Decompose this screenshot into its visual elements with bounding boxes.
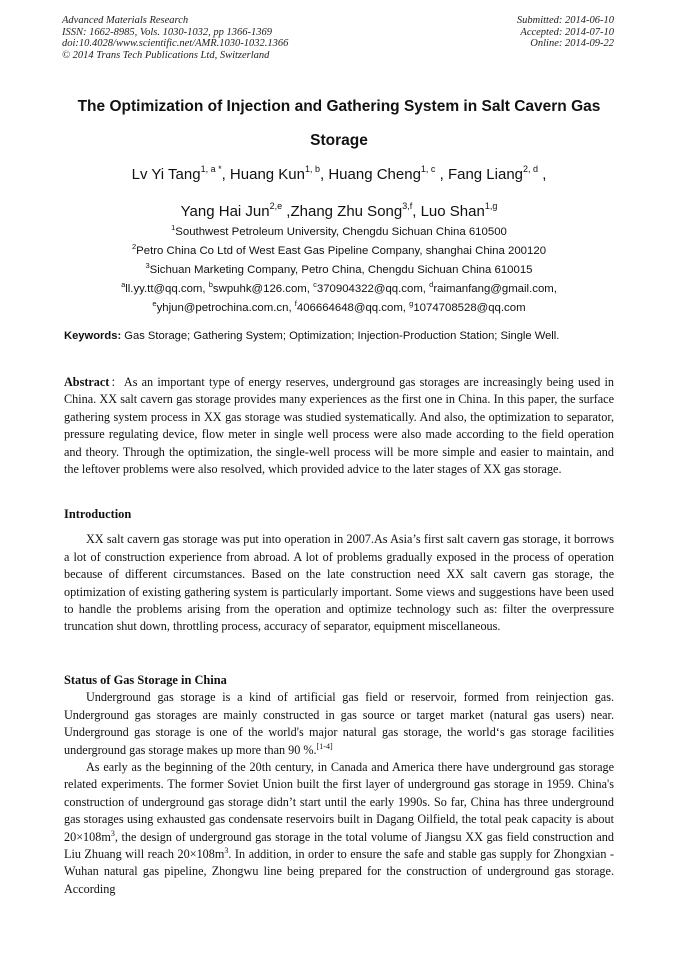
superscript: 3	[110, 828, 115, 838]
title-line-1: The Optimization of Injection and Gathering System in Salt Cavern Gas	[77, 98, 601, 115]
affiliation-text: Southwest Petroleum University, Chengdu Sichuan China 610500	[175, 226, 507, 238]
affiliation	[20, 223, 658, 242]
paragraph-text: . In addition, in order to ensure the safe and stable gas supply for Zhongxian - Wuhan natural gas pipeline, Zhongwu line being prepared for the construction of underground gas storage. According	[64, 847, 614, 896]
journal-header	[62, 15, 288, 61]
affiliation-sup: 3	[145, 261, 150, 270]
paper-title	[40, 90, 638, 158]
email-address[interactable]: 406664648@qq.com,	[296, 302, 410, 314]
author-sup: 2,e	[269, 201, 283, 211]
email-line-1	[20, 280, 658, 299]
abstract	[64, 374, 614, 478]
author-name: Huang Kun	[229, 166, 305, 183]
paragraph	[64, 759, 614, 898]
author-sup: 2, d	[523, 164, 539, 174]
affiliation-text: Sichuan Marketing Company, Petro China, Chengdu Sichuan China 610015	[149, 264, 533, 276]
email-line-2	[20, 299, 658, 318]
author-name: Lv Yi Tang	[131, 166, 201, 183]
author-separator: ,	[221, 166, 230, 183]
email-sup: g	[409, 299, 414, 308]
copyright-line: © 2014 Trans Tech Publications Ltd, Switzerland	[62, 49, 270, 61]
dates-header	[517, 15, 614, 50]
email-address[interactable]: yhjun@petrochina.com.cn,	[156, 302, 295, 314]
superscript: 3	[224, 846, 229, 856]
paragraph-text: , the design of underground gas storage in the total volume of Jiangsu XX gas field construction and Liu Zhuang will reach 20×108m	[64, 829, 614, 862]
author-name: Luo Shan	[420, 203, 485, 220]
paragraph-text: As early as the beginning of the 20th century, in Canada and America there have underground gas storage related experiments. The former Soviet Union built the first layer of underground gas storage in 1959. China's construction of underground gas storage didn’t start until the early 1990s. So far, China has three underground gas storages using exhausted gas condensate reservoirs built in Dagang Oilfield, the total peak capacity is about 20×108m	[64, 760, 614, 844]
keywords	[64, 329, 614, 343]
keywords-text: Gas Storage; Gathering System; Optimization; Injection-Production Station; Single Well.	[121, 330, 560, 342]
author-separator: ,	[435, 166, 448, 183]
author-name: Zhang Zhu Song	[290, 203, 403, 220]
title-line-2: Storage	[310, 132, 368, 149]
paragraph-text: Underground gas storage is a kind of artificial gas field or reservoir, formed from reinjection gas. Underground gas storages are mainly constructed in gas source or target market (natural gas users) near. Underground gas storage is one of the world's major natural gas storage, the world‘s gas storage facilities underground gas storage makes up more than 90 %.	[64, 690, 614, 757]
status-section	[64, 672, 614, 898]
email-sup: b	[208, 280, 213, 289]
author-name: Huang Cheng	[328, 166, 421, 183]
author-line-1	[20, 156, 658, 193]
abstract-text: As an important type of energy reserves, underground gas storages are increasingly being used in China. XX salt cavern gas storage provides many experiences as the first one in China. In this paper, the surface gathering system process in XX gas storage was studied systematically. And also, the optimization to separator, pressure regulating device, flow meter in single well process were also made according to the field operation and theory. Through the optimization, the single-well process will be more simple and easier to maintain, and the leftover problems were also resolved, which provided advice to the later stages of XX gas storage.	[64, 375, 614, 477]
affiliation	[20, 261, 658, 280]
email-sup: f	[294, 299, 297, 308]
author-separator: ,	[320, 166, 329, 183]
issn-line: ISSN: 1662-8985, Vols. 1030-1032, pp 1366-1369	[62, 26, 272, 38]
affiliation-list	[20, 223, 658, 318]
author-sup: 1, b	[304, 164, 320, 174]
author-sup: 1,g	[484, 201, 498, 211]
email-address[interactable]: 370904322@qq.com,	[316, 283, 430, 295]
accepted-date: Accepted: 2014-07-10	[520, 26, 614, 38]
section-heading: Status of Gas Storage in China	[64, 673, 227, 687]
affiliation-sup: 1	[171, 223, 176, 232]
paragraph: XX salt cavern gas storage was put into operation in 2007.As Asia’s first salt cavern gas storage, it borrows a lot of construction experience from abroad. A lot of problems gradually exposed in the process of operation because of different circumstances. Based on the late construction need XX salt cavern gas storage, the optimization of existing gathering system is particularly important. Some views and suggestions have been used to handle the problems arising from the operation and optimize technology such as: filter the overpressure truncation shut down, throttling process, accuracy of separator, equipment miscellaneous.	[64, 532, 614, 634]
email-address[interactable]: ll.yy.tt@qq.com,	[125, 283, 209, 295]
email-sup: d	[429, 280, 434, 289]
email-sup: c	[313, 280, 317, 289]
email-sup: e	[152, 299, 157, 308]
email-address[interactable]: raimanfang@gmail.com,	[433, 283, 557, 295]
author-name: Fang Liang	[447, 166, 524, 183]
section-heading: Introduction	[64, 507, 132, 521]
keywords-label: Keywords:	[64, 330, 122, 342]
author-separator: ,	[282, 203, 291, 220]
paragraph	[64, 689, 614, 759]
author-separator: ,	[412, 203, 421, 220]
email-address[interactable]: 1074708528@qq.com	[413, 302, 526, 314]
author-sup: 1, c	[420, 164, 436, 174]
author-list	[20, 156, 658, 230]
email-sup: a	[121, 280, 126, 289]
affiliation-sup: 2	[131, 242, 137, 251]
submitted-date: Submitted: 2014-06-10	[516, 15, 614, 26]
author-sup: 1, a *	[200, 164, 222, 174]
author-separator: ,	[538, 166, 547, 183]
affiliation	[20, 242, 658, 261]
journal-name: Advanced Materials Research	[62, 15, 189, 26]
doi-line: doi:10.4028/www.scientific.net/AMR.1030-1032.1366	[62, 38, 289, 49]
citation[interactable]: [1-4]	[316, 741, 333, 751]
affiliation-text: Petro China Co Ltd of West East Gas Pipeline Company, shanghai China 200120	[136, 245, 547, 257]
abstract-sep: ：	[109, 375, 124, 389]
author-name: Yang Hai Jun	[180, 203, 270, 220]
email-address[interactable]: swpuhk@126.com,	[212, 283, 314, 295]
online-date: Online: 2014-09-22	[530, 38, 614, 49]
author-sup: 3,f	[402, 201, 413, 211]
introduction-section	[64, 506, 614, 636]
abstract-label: Abstract	[64, 375, 110, 389]
